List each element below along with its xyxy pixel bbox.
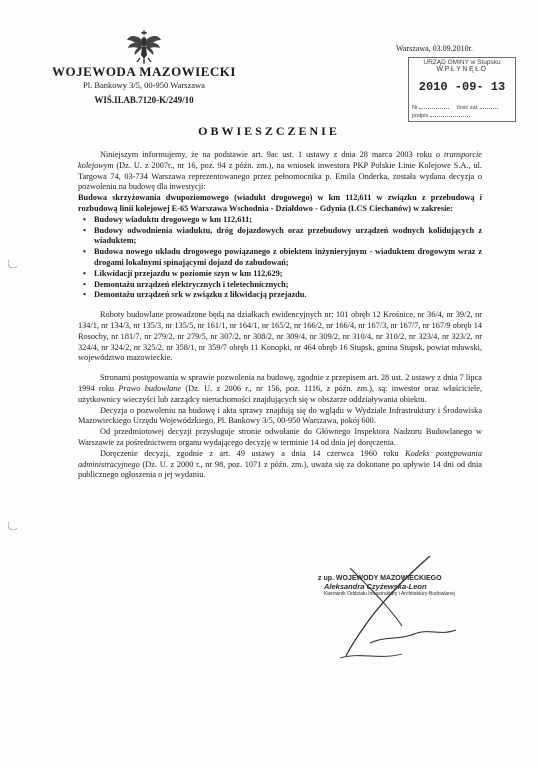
scope-item: • Demontażu urządzeń srk w związku z likwidacją przejazdu.	[94, 290, 482, 301]
intro-text-1: Niniejszym informujemy, że na podstawie art. 9ac ust. 1 ustawy z dnia 28 marca 2003 roku	[100, 150, 436, 159]
investment-description: Budowa skrzyżowania dwupoziomowego (wiadukt drogowego) w km 112,611 w związku z przebudową i rozbudową linii kolejowej E-65 Warszawa Wschodnia - Działdowo - Gdynia (LCS Ciechanów) w zakresie:	[78, 193, 482, 213]
receipt-stamp	[408, 57, 516, 122]
stamp-nr-label: Nr	[412, 105, 418, 111]
scope-item: • Budowa nowego układu drogowego powiązanego z obiektem inżynieryjnym - wiaduktem drogowym wraz z drogami lokalnymi spinającymi dojazd do zabudowań;	[94, 247, 482, 269]
plots-paragraph: Roboty budowlane prowadzone będą na działkach ewidencyjnych nr: 101 obręb 12 Krośnice, nr 36/4, nr 39/2, nr 134/1, nr 134/3, nr 135/3, nr 135/5, nr 161/1, nr 164/1, nr 165/2, nr 166/2, nr 166/4, nr 167/3, nr 167/7, nr 167/9 obręb 14 Rosochy, nr 181/7, nr 279/2, nr 279/5, nr 307/2, nr 308/2, nr 309/4, nr 309/2, nr 310/4, nr 310/2, nr 323/4, nr 323/2, nr 324/4, nr 324/2, nr 325/2, nr 358/1, nr 359/7 obręb 11 Konopki, nr 464 obręb 16 Stupsk, gmina Stupsk, powiat mławski, województwo mazowieckie.	[78, 310, 482, 363]
delivery-text-2: (Dz. U. z 2000 r., nr 98, poz. 1071 z późn. zm.), uważa się za dokonane po upływie 14 dni od dnia publicznego ogłoszenia o jej wydaniu.	[78, 459, 482, 480]
stamp-signature	[412, 111, 470, 119]
punch-hole-icon	[8, 520, 18, 530]
delivery-paragraph	[78, 449, 482, 481]
access-paragraph: Decyzja o pozwoleniu na budowę i akta sprawy znajdują się do wglądu w Wydziale Infrastruktury i Środowiska Mazowieckiego Urzędu Wojewódzkiego, Pl. Bankowy 3/5, 00-950 Warszawa, pokój 600.	[78, 405, 482, 426]
document-body	[78, 150, 482, 481]
place-date: Warszawa, 03.09.2010r.	[396, 44, 473, 53]
parties-text-2: (Dz. U. z 2006 r., nr 156, poz. 1116, z późn. zm.), są: inwestor oraz właściciele, użytkownicy wieczyści lub zarządcy nieruchomości znajdujących się w obszarze oddziaływania obiektu.	[78, 383, 482, 404]
parties-paragraph	[78, 373, 482, 405]
signatory-name: Aleksandra Czyżewska-Leon	[324, 582, 427, 591]
intro-text-2: (Dz. U. z 2007r., nr 16, poz. 94 z późn. zm.), na wniosek inwestora PKP Polskie Linie Kolejowe S.A., ul. Targowa 74, 03-734 Warszawa reprezentowanego przez pełnomocnika p. Emila Onderka, została wydana decyzja o pozwoleniu na budowę dla inwestycji:	[78, 160, 482, 192]
reference-number: WIŚ.II.AB.7120-K/249/10	[94, 95, 194, 105]
eagle-emblem-icon	[124, 26, 164, 66]
stamp-nr	[412, 103, 449, 111]
signatory-title: Kierownik Oddziału Infrastruktury i Architektury-Budowlanej	[324, 591, 455, 597]
intro-act-title: o transporcie kolejowym	[78, 150, 482, 170]
parties-text-1: Stronami postępowania w sprawie pozwolenia na budowę, zgodnie z przepisem art. 28 ust. 2 ustawy z dnia 7 lipca 1994 roku	[78, 373, 482, 393]
stamp-zal-label: Ilość zał.	[457, 105, 479, 111]
parties-act-title: Prawo budowlane	[118, 383, 182, 393]
delivery-act-title: Kodeks postępowania administracyjnego	[78, 448, 483, 469]
punch-hole-icon	[8, 258, 18, 268]
delivery-text-1: Doręczenie decyzji, zgodnie z art. 49 ustawy a dnia 14 czerwca 1960 roku	[100, 448, 406, 458]
appeal-paragraph: Od przedmiotowej decyzji przysługuje stronie odwołanie do Głównego Inspektora Nadzoru Budowlanego w Warszawie za pośrednictwem organu wydającego decyzję w terminie 14 od dnia jej doręczenia.	[78, 427, 482, 447]
scope-list	[78, 215, 482, 301]
scope-item: • Budowy odwodnienia wiaduktu, dróg dojazdowych oraz przebudowy urządzeń wodnych kolidujących z wiaduktem;	[94, 226, 482, 248]
scope-item: • Budowy wiaduktu drogowego w km 112,611;	[94, 215, 482, 226]
authority-address: Pl. Bankowy 3/5, 00-950 Warszawa	[83, 80, 205, 90]
authority-name: WOJEWODA MAZOWIECKI	[52, 64, 236, 79]
stamp-attachments	[457, 103, 498, 111]
scope-item: • Demontażu urządzeń elektrycznych i teletechnicznych;	[94, 280, 482, 291]
stamp-date: 2010 -09- 13	[418, 80, 506, 94]
intro-paragraph	[78, 150, 482, 193]
stamp-office: URZĄD GMINY w Stupsku	[423, 59, 501, 66]
signature-authority: z up. WOJEWODY MAZOWIECKIEGO	[318, 575, 442, 582]
document-title: OBWIESZCZENIE	[198, 124, 340, 138]
handwritten-signature-icon	[310, 548, 500, 668]
stamp-received: WPŁYNĘŁO	[436, 66, 488, 73]
scope-item: • Likwidacji przejazdu w poziomie szyn w km 112,629;	[94, 269, 482, 280]
signature-stamp	[318, 575, 488, 597]
stamp-podpis-label: podpis	[412, 113, 429, 119]
